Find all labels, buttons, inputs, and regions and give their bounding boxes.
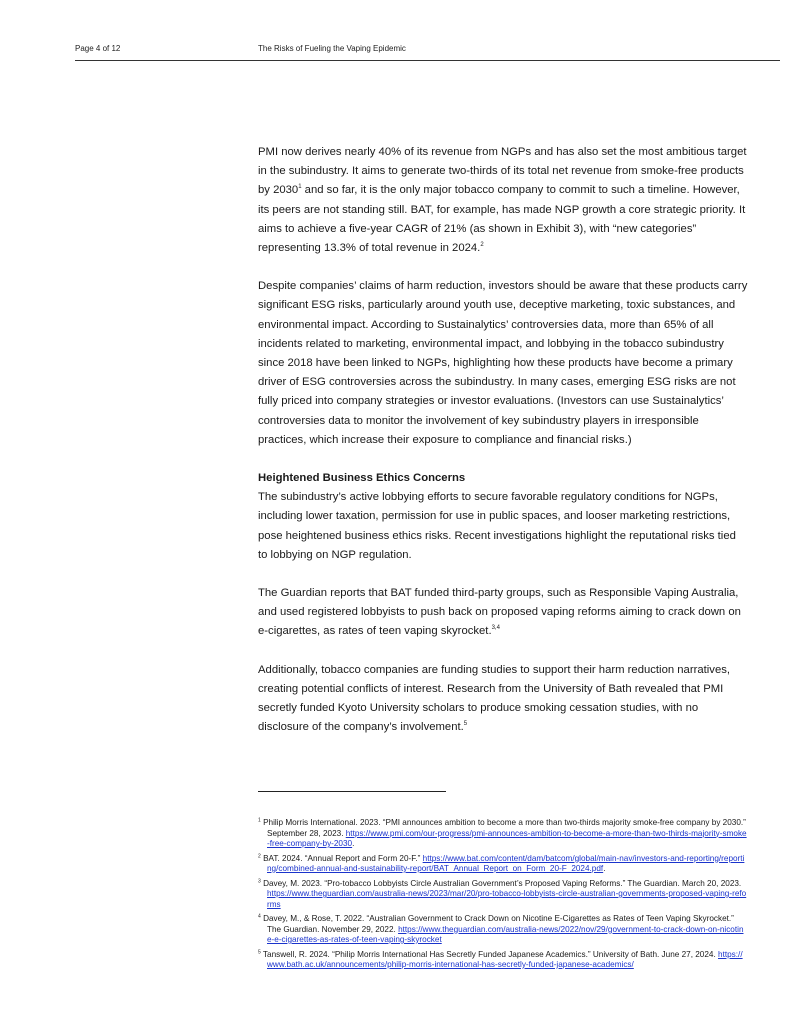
footnote-text: Davey, M. 2023. “Pro-tobacco Lobbyists Circle Australian Government’s Proposed Vaping Reforms.” The Guardian. March 20, 2023. bbox=[263, 878, 742, 888]
footnote-1 bbox=[258, 818, 748, 850]
footnote-3 bbox=[258, 879, 748, 911]
paragraph-3: The subindustry’s active lobbying efforts to secure favorable regulatory conditions for NGPs, including lower taxation, permission for use in public spaces, and looser marketing restrictions, pose heightened business ethics risks. Recent investigations highlight the reputational risks tied to lobbying on NGP regulation. bbox=[258, 491, 736, 561]
footnote-number: 1 bbox=[258, 817, 261, 824]
footnote-5 bbox=[258, 950, 748, 971]
paragraph-5-text: Additionally, tobacco companies are funding studies to support their harm reduction narratives, creating potential conflicts of interest. Research from the University of Bath revealed that PMI secretly funded Kyoto University scholars to produce smoking cessation studies, with no disclosure of the company’s involvement. bbox=[258, 663, 731, 734]
footnote-text: Philip Morris International. 2023. “PMI announces ambition to become a more than two-thirds majority smoke-free company by 2030.” September 28, 2023. bbox=[263, 818, 746, 838]
footnote-number: 3 bbox=[258, 877, 261, 884]
paragraph-1 bbox=[258, 143, 748, 258]
page-number: Page 4 of 12 bbox=[75, 44, 121, 53]
footnote-ref-2[interactable]: 2 bbox=[480, 242, 484, 249]
document-title: The Risks of Fueling the Vaping Epidemic bbox=[258, 44, 406, 53]
footnote-suffix: . bbox=[603, 864, 606, 873]
footnote-ref-3-4[interactable]: 3,4 bbox=[491, 625, 500, 632]
paragraph-1-text-cont: and so far, it is the only major tobacco company to commit to such a timeline. However, its peers are not standing still. BAT, for example, has made NGP growth a core strategic priority. It aims to achieve a five-year CAGR of 21% (as shown in Exhibit 3), with “new categories” representing 13.3% of total revenue in 2024. bbox=[258, 184, 746, 255]
footnote-link[interactable]: https://www.bat.com/content/dam/batcom/global/main-nav/investors-and-reporting/reporting/combined-annual-and-sustainability-report/BAT_Annual_Report_on_Form_20-F_2024.pdf bbox=[267, 853, 745, 873]
main-body bbox=[258, 143, 748, 737]
header-divider bbox=[75, 60, 780, 61]
footnote-ref-5[interactable]: 5 bbox=[463, 721, 468, 728]
footnote-link[interactable]: https://www.theguardian.com/australia-news/2023/mar/20/pro-tobacco-lobbyists-circle-australian-governments-proposed-vaping-reforms bbox=[267, 889, 747, 909]
paragraph-4-text: The Guardian reports that BAT funded third-party groups, such as Responsible Vaping Australia, and used registered lobbyists to push back on proposed vaping reforms aiming to crack down on e-cigarettes, as rates of teen vaping skyrocket. bbox=[258, 587, 741, 638]
footnote-number: 5 bbox=[258, 948, 261, 955]
paragraph-2: Despite companies’ claims of harm reduction, investors should be aware that these products carry significant ESG risks, particularly around youth use, deceptive marketing, toxic substances, and environmental impact. According to Sustainalytics’ controversies data, more than 65% of all incidents related to marketing, environmental impact, and lobbying in the tobacco subindustry since 2018 have been linked to NGPs, highlighting how these products have become a primary driver of ESG controversies across the subindustry. In many cases, emerging ESG risks are not fully priced into company strategies or investor evaluations. (Investors can use Sustainalytics’ controversies data to monitor the involvement of key subindustry players in irresponsible practices, which increase their exposure to compliance and financial risks.) bbox=[258, 280, 748, 446]
footnote-number: 2 bbox=[258, 852, 261, 859]
footnote-text: Tanswell, R. 2024. “Philip Morris International Has Secretly Funded Japanese Academics.” University of Bath. June 27, 2024. bbox=[262, 949, 719, 959]
footnote-link[interactable]: https://www.pmi.com/our-progress/pmi-announces-ambition-to-become-a-more-than-two-thirds-majority-smoke-free-company-by-2030 bbox=[267, 828, 747, 848]
footnote-text: BAT. 2024. “Annual Report and Form 20-F.” bbox=[263, 853, 423, 863]
paragraph-1-text: PMI now derives nearly 40% of its revenue from NGPs and has also set the most ambitious target in the subindustry. It aims to generate two-thirds of its total net revenue from smoke-free products by 2030 bbox=[258, 146, 747, 197]
footnote-2 bbox=[258, 854, 748, 875]
footnote-suffix: . bbox=[352, 839, 355, 848]
footnote-ref-1[interactable]: 1 bbox=[298, 184, 302, 191]
paragraph-5 bbox=[258, 661, 748, 738]
paragraph-4 bbox=[258, 584, 748, 642]
footnote-link[interactable]: https://www.bath.ac.uk/announcements/philip-morris-international-has-secretly-funded-japanese-academics/ bbox=[267, 949, 743, 969]
footnote-link[interactable]: https://www.theguardian.com/australia-news/2022/nov/29/government-to-crack-down-on-nicotine-e-cigarettes-as-rates-of-teen-vaping-skyrocket bbox=[267, 924, 744, 944]
footnote-text: Davey, M., & Rose, T. 2022. “Australian Government to Crack Down on Nicotine E-Cigarettes as Rates of Teen Vaping Skyrocket.” The Guardian. November 29, 2022. bbox=[263, 914, 734, 934]
footnotes bbox=[258, 818, 748, 975]
footnote-4 bbox=[258, 914, 748, 946]
section-heading: Heightened Business Ethics Concerns bbox=[258, 472, 466, 485]
footnote-number: 4 bbox=[258, 913, 261, 920]
footnote-divider bbox=[258, 791, 446, 792]
